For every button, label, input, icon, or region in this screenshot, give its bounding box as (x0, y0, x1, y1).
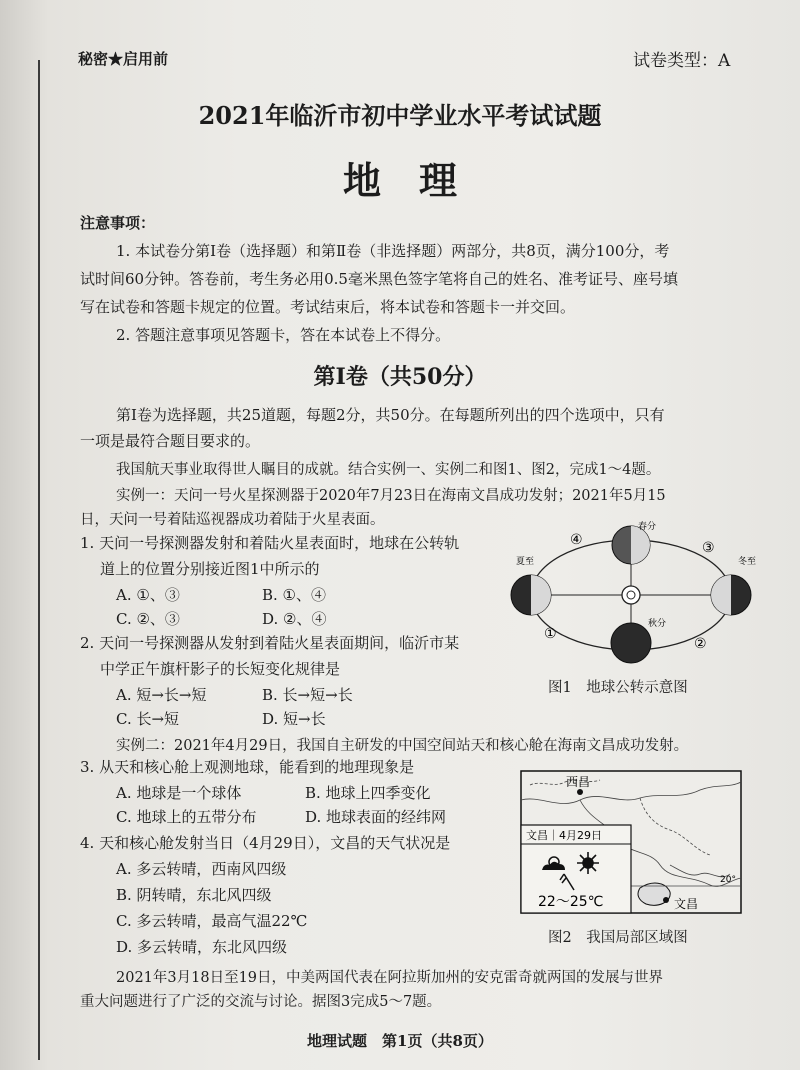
marker-4: ④ (570, 532, 583, 548)
q3-option-a: A. 地球是一个球体 (116, 784, 242, 802)
label-winter-solstice: 冬至 (738, 557, 756, 567)
sun (622, 586, 640, 604)
example1-line1: 实例一：天问一号火星探测器于2020年7月23日在海南文昌成功发射；2021年5月15 (116, 488, 666, 504)
figure1-revolution-diagram (506, 520, 756, 680)
wenchang-label: 文昌 (674, 897, 699, 911)
figure1-caption: 图1 地球公转示意图 (548, 680, 688, 696)
earth-right (711, 575, 751, 615)
q1-option-b: B. ①、④ (262, 586, 327, 604)
q1-option-a: A. ①、③ (116, 586, 180, 604)
binding-margin-line (38, 60, 40, 1060)
latitude-label: 20° (720, 875, 736, 885)
page-footer: 地理试题 第1页（共8页） (307, 1032, 493, 1050)
notice-item1-line3: 写在试卷和答题卡规定的位置。考试结束后，将本试卷和答题卡一并交回。 (80, 298, 576, 316)
q1-stem-line1: 1. 天问一号探测器发射和着陆火星表面时，地球在公转轨 (80, 534, 460, 552)
weather-box-header: 文昌｜4月29日 (526, 829, 602, 842)
marker-2: ② (694, 636, 707, 652)
part1-intro-line2: 一项是最符合题目要求的。 (80, 432, 261, 450)
subject-title: 地理 (342, 158, 495, 203)
notice-item1-line1: 1. 本试卷分第Ⅰ卷（选择题）和第Ⅱ卷（非选择题）两部分，共8页，满分100分，考 (116, 242, 670, 260)
q3-stem: 3. 从天和核心舱上观测地球，能看到的地理现象是 (80, 758, 415, 776)
paper-type: 试卷类型：A (633, 51, 731, 71)
q2-option-b: B. 长→短→长 (262, 686, 353, 704)
wenchang-dot (663, 897, 669, 903)
sunny-icon (577, 852, 599, 874)
q3-option-c: C. 地球上的五带分布 (116, 808, 257, 826)
q1-option-d: D. ②、④ (262, 610, 327, 628)
q4-option-c: C. 多云转晴，最高气温22℃ (116, 912, 308, 930)
label-spring-equinox: 春分 (638, 522, 657, 532)
q4-option-a: A. 多云转晴，西南风四级 (116, 860, 287, 878)
notice-item2: 2. 答题注意事项见答题卡，答在本试卷上不得分。 (116, 326, 451, 344)
q1-stem-line2: 道上的位置分别接近图1中所示的 (100, 560, 320, 578)
xichang-dot (577, 789, 583, 795)
q2-stem-line2: 中学正午旗杆影子的长短变化规律是 (100, 660, 341, 678)
temperature-label: 22～25℃ (538, 894, 604, 910)
xichang-label: 西昌 (566, 775, 591, 789)
secret-label: 秘密★启用前 (78, 50, 169, 68)
q1-option-c: C. ②、③ (116, 610, 180, 628)
q4-option-d: D. 多云转晴，东北风四级 (116, 938, 288, 956)
earth-bottom (611, 623, 651, 663)
label-autumn-equinox: 秋分 (648, 619, 667, 629)
q3-option-d: D. 地球表面的经纬网 (305, 808, 447, 826)
exam-title: 2021年临沂市初中学业水平考试试题 (198, 101, 602, 130)
notice-heading: 注意事项： (80, 214, 156, 232)
q2-stem-line1: 2. 天问一号探测器从发射到着陆火星表面期间，临沂市某 (80, 634, 460, 652)
part1-title: 第Ⅰ卷（共50分） (313, 364, 487, 390)
example2: 实例二：2021年4月29日，我国自主研发的中国空间站天和核心舱在海南文昌成功发射。 (116, 738, 689, 754)
q4-option-b: B. 阴转晴，东北风四级 (116, 886, 272, 904)
figure2-caption: 图2 我国局部区域图 (548, 930, 688, 946)
q2-option-d: D. 短→长 (262, 710, 326, 728)
q2-option-c: C. 长→短 (116, 710, 180, 728)
figure2-regional-map (520, 770, 742, 914)
q5-7-lead-line1: 2021年3月18日至19日，中美两国代表在阿拉斯加州的安克雷奇就两国的发展与世界 (116, 970, 664, 986)
notice-item1-line2: 试时间60分钟。答卷前，考生务必用0.5毫米黑色签字笔将自己的姓名、准考证号、座号填 (80, 270, 678, 288)
example1-line2: 日，天问一号着陆巡视器成功着陆于火星表面。 (80, 512, 385, 528)
q4-stem: 4. 天和核心舱发射当日（4月29日），文昌的天气状况是 (80, 834, 451, 852)
q5-7-lead-line2: 重大问题进行了广泛的交流与讨论。据图3完成5～7题。 (80, 994, 442, 1010)
label-summer-solstice: 夏至 (516, 557, 535, 567)
marker-3: ③ (702, 540, 715, 556)
earth-left (511, 575, 551, 615)
q3-option-b: B. 地球上四季变化 (305, 784, 431, 802)
context-lead: 我国航天事业取得世人瞩目的成就。结合实例一、实例二和图1、图2，完成1～4题。 (116, 462, 661, 478)
q2-option-a: A. 短→长→短 (116, 686, 207, 704)
marker-1: ① (544, 626, 557, 642)
part1-intro-line1: 第Ⅰ卷为选择题，共25道题，每题2分，共50分。在每题所列出的四个选项中，只有 (116, 406, 665, 424)
